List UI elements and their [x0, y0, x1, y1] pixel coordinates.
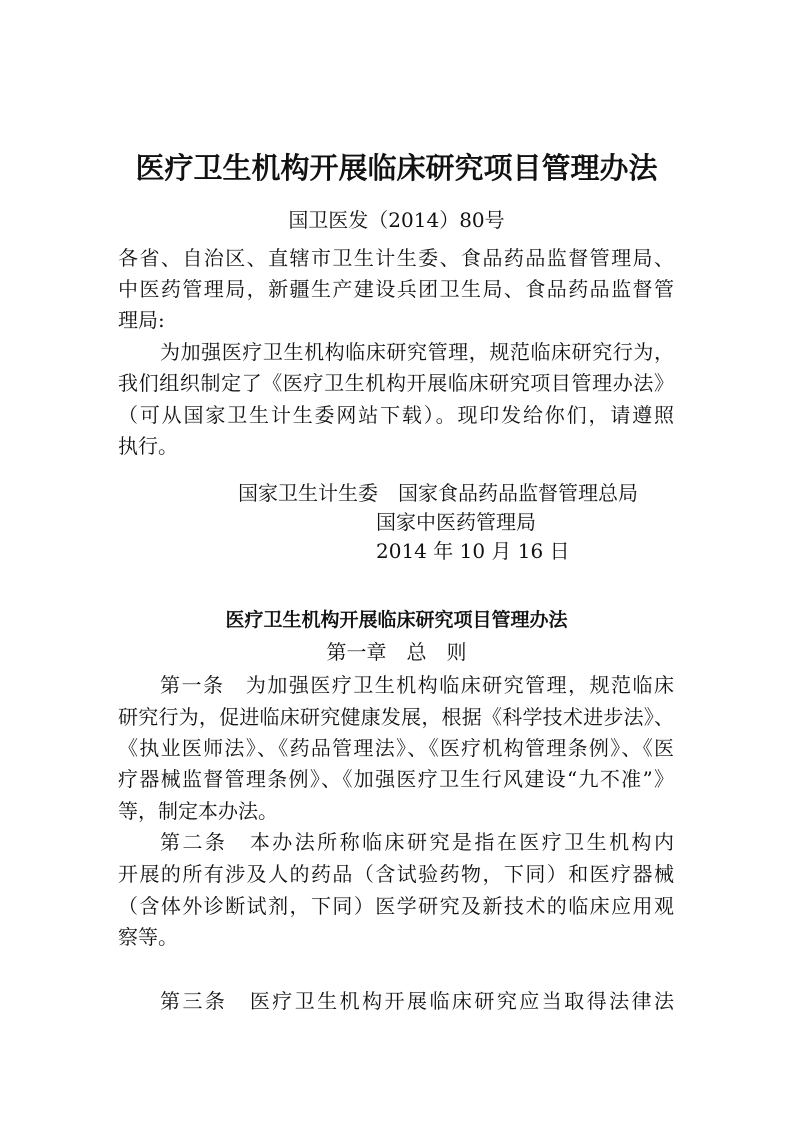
signature-issuers: 国家卫生计生委 国家食品药品监督管理总局 — [238, 481, 638, 505]
article-line: 研究行为，促进临床研究健康发展，根据《科学技术进步法》、 — [118, 705, 674, 729]
article-line: （含体外诊断试剂，下同）医学研究及新技术的临床应用观 — [118, 894, 674, 918]
article-line: 第三条 医疗卫生机构开展临床研究应当取得法律法 — [160, 989, 674, 1013]
article-line: 察等。 — [118, 925, 178, 949]
signature-issuers: 国家中医药管理局 — [376, 510, 536, 534]
notice-line: 理局: — [118, 308, 165, 332]
notice-line: 执行。 — [118, 434, 178, 458]
chapter-heading: 第一章 总 则 — [326, 640, 467, 664]
document-title: 医疗卫生机构开展临床研究项目管理办法 — [135, 151, 658, 185]
article-line: 第二条 本办法所称临床研究是指在医疗卫生机构内 — [160, 830, 674, 854]
article-line: 《执业医师法》、《药品管理法》、《医疗机构管理条例》、《医 — [118, 736, 674, 760]
article-line: 疗器械监督管理条例》、《加强医疗卫生行风建设“九不准”》 — [118, 767, 674, 791]
article-line: 开展的所有涉及人的药品（含试验药物，下同）和医疗器械 — [118, 862, 674, 886]
notice-line: 各省、自治区、直辖市卫生计生委、食品药品监督管理局、 — [118, 246, 674, 270]
document-number: 国卫医发（2014）80号 — [288, 208, 505, 232]
notice-line: 为加强医疗卫生机构临床研究管理，规范临床研究行为， — [160, 340, 674, 364]
article-line: 等，制定本办法。 — [118, 799, 278, 823]
section-title: 医疗卫生机构开展临床研究项目管理办法 — [225, 609, 568, 631]
notice-line: 中医药管理局，新疆生产建设兵团卫生局、食品药品监督管 — [118, 277, 674, 301]
signature-date: 2014 年 10 月 16 日 — [376, 539, 570, 563]
article-line: 第一条 为加强医疗卫生机构临床研究管理，规范临床 — [160, 673, 674, 697]
notice-line: （可从国家卫生计生委网站下载）。现印发给你们，请遵照 — [118, 403, 674, 427]
notice-line: 我们组织制定了《医疗卫生机构开展临床研究项目管理办法》 — [118, 371, 674, 395]
